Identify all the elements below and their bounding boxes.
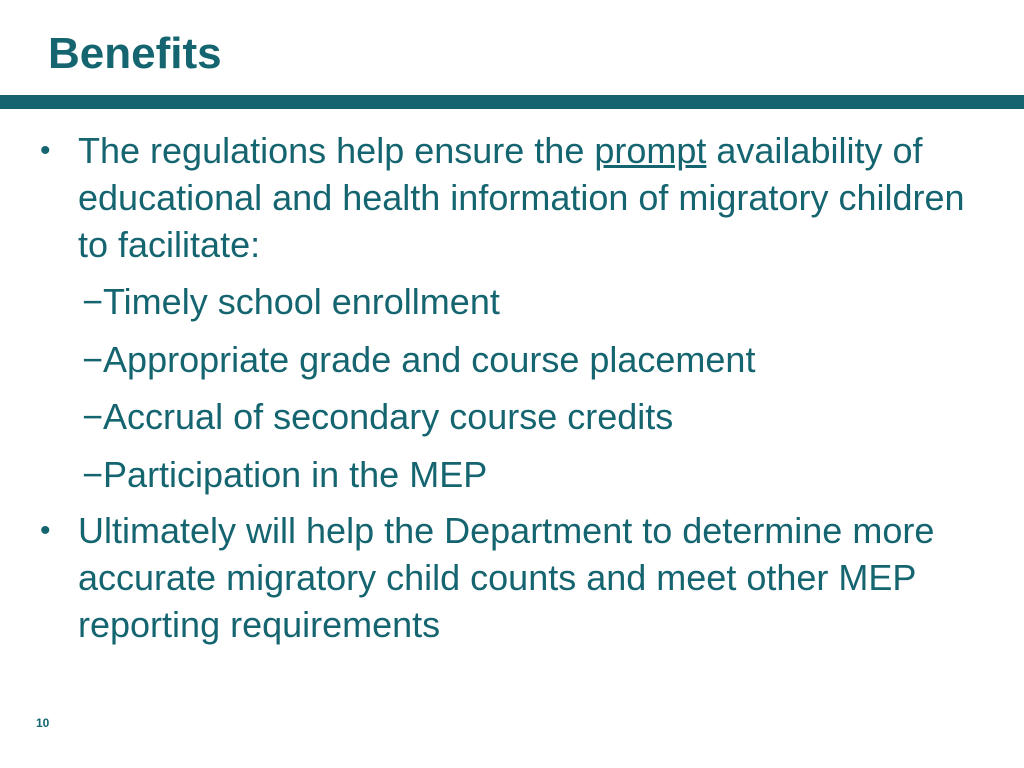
sub-item — [82, 336, 755, 383]
bullet-text: Ultimately will help the Department to determine more accurate migratory child counts and meet other MEP reporting requirements — [78, 510, 935, 645]
slide-title: Benefits — [48, 29, 222, 78]
sub-item-text: Participation in the MEP — [103, 454, 488, 495]
dash-marker: − — [82, 454, 104, 495]
title-divider-bar — [0, 95, 1024, 109]
bullet-item — [40, 507, 988, 648]
dash-marker: − — [82, 339, 104, 380]
sub-item-text: Accrual of secondary course credits — [103, 396, 674, 437]
page-number: 10 — [36, 716, 50, 730]
bullet-text-end: availability of educational and health information of migratory children to facilitate: — [78, 130, 965, 265]
dash-marker: − — [82, 281, 104, 322]
bullet-text-start: The regulations help ensure the — [78, 130, 595, 171]
bullet-item — [40, 127, 988, 268]
dash-marker: − — [82, 396, 104, 437]
sub-item — [82, 451, 487, 498]
sub-item-text: Timely school enrollment — [103, 281, 500, 322]
sub-item — [82, 278, 500, 325]
bullet-marker: • — [40, 514, 51, 547]
sub-item — [82, 393, 673, 440]
sub-item-text: Appropriate grade and course placement — [103, 339, 756, 380]
emphasized-word: prompt — [594, 130, 707, 171]
bullet-marker: • — [40, 134, 51, 167]
